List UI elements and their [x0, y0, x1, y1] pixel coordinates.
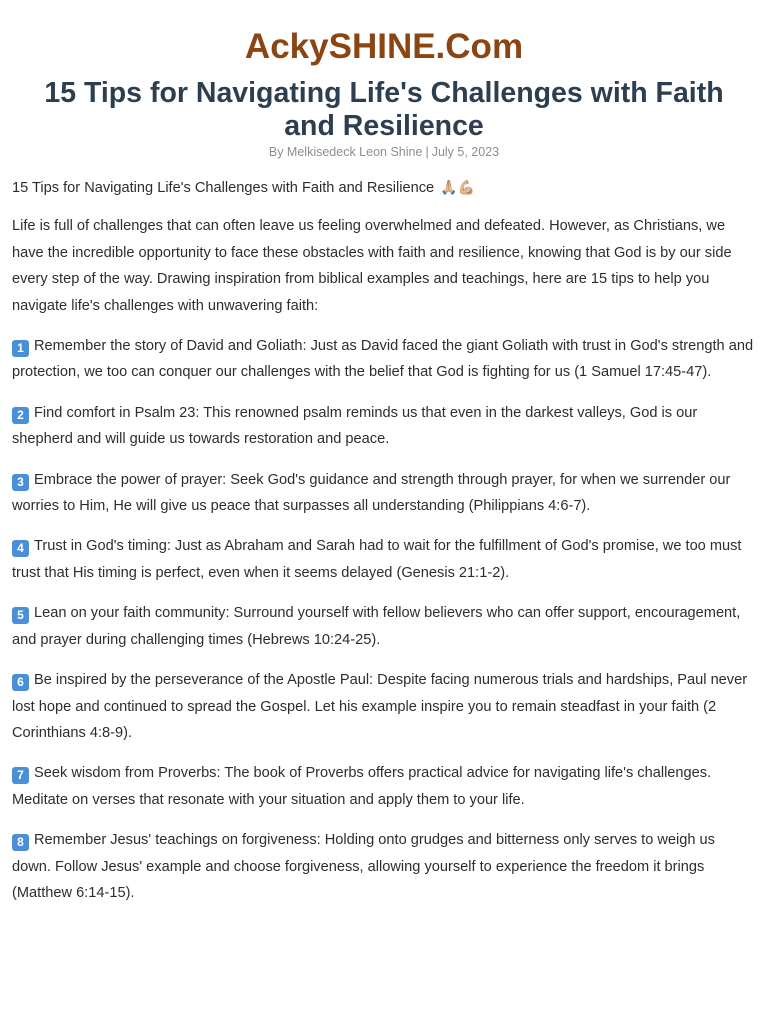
- tip-item: [12, 827, 756, 906]
- number-2-icon: 2: [12, 407, 29, 424]
- byline: [12, 144, 756, 160]
- intro-line-text: 15 Tips for Navigating Life's Challenges with Faith and Resilience: [12, 180, 435, 196]
- number-4-icon: 4: [12, 540, 29, 557]
- tip-item: [12, 533, 756, 586]
- author[interactable]: By Melkisedeck Leon Shine: [268, 145, 423, 159]
- tip-text: Lean on your faith community: Surround yourself with fellow believers who can offer support, encouragement, and prayer during challenging times (Hebrews 10:24-25).: [12, 605, 741, 648]
- tip-text: Remember the story of David and Goliath: Just as David faced the giant Goliath with trust in God's strength and protection, we too can conquer our challenges with the belief that God is fighting for us (1 Samuel 17:45-47).: [12, 338, 754, 381]
- tip-item: [12, 600, 756, 653]
- tip-item: [12, 667, 756, 746]
- tip-text: Seek wisdom from Proverbs: The book of Proverbs offers practical advice for navigating life's challenges. Meditate on verses that resonate with your situation and apply them to your life.: [12, 765, 712, 808]
- article-title: 15 Tips for Navigating Life's Challenges with Faith and Resilience: [44, 77, 724, 142]
- pray-strong-emoji-icon: 🙏🏼💪🏼: [440, 179, 476, 195]
- article-body: [12, 174, 756, 906]
- tip-text: Find comfort in Psalm 23: This renowned psalm reminds us that even in the darkest valleys, God is our shepherd and will guide us towards restoration and peace.: [12, 404, 698, 448]
- tip-item: [12, 333, 756, 386]
- site-title[interactable]: AckySHINE.Com: [244, 27, 524, 66]
- tip-text: Be inspired by the perseverance of the Apostle Paul: Despite facing numerous trials and hardships, Paul never lost hope and continued to spread the Gospel. Let his example inspire you to remain steadfast in your faith (2 Corinthians 4:8-9).: [12, 672, 748, 741]
- tip-item: [12, 400, 756, 453]
- publish-date: July 5, 2023: [431, 145, 500, 159]
- tip-text: Trust in God's timing: Just as Abraham and Sarah had to wait for the fulfillment of God's promise, we too must trust that His timing is perfect, even when it seems delayed (Genesis 21:1-2).: [12, 538, 742, 581]
- tip-text: Remember Jesus' teachings on forgiveness: Holding onto grudges and bitterness only serves to weigh us down. Follow Jesus' example and choose forgiveness, allowing yourself to experience the freedom it brings (Matthew 6:14-15).: [12, 832, 715, 901]
- byline-separator: |: [425, 145, 429, 159]
- number-6-icon: 6: [12, 674, 29, 691]
- number-7-icon: 7: [12, 767, 29, 784]
- number-1-icon: 1: [12, 340, 29, 357]
- number-3-icon: 3: [12, 474, 29, 491]
- intro-line: [12, 174, 756, 201]
- tip-item: [12, 467, 756, 520]
- number-8-icon: 8: [12, 834, 29, 851]
- tip-item: [12, 760, 756, 813]
- number-5-icon: 5: [12, 607, 29, 624]
- tip-text: Embrace the power of prayer: Seek God's guidance and strength through prayer, for when we surrender our worries to Him, He will give us peace that surpasses all understanding (Philippians 4:6-7).: [12, 471, 731, 515]
- intro-paragraph: Life is full of challenges that can often leave us feeling overwhelmed and defeated. However, as Christians, we have the incredible opportunity to face these obstacles with faith and resilience, knowing that God is by our side every step of the way. Drawing inspiration from biblical examples and teachings, here are 15 tips to help you navigate life's challenges with unwavering faith:: [12, 218, 732, 314]
